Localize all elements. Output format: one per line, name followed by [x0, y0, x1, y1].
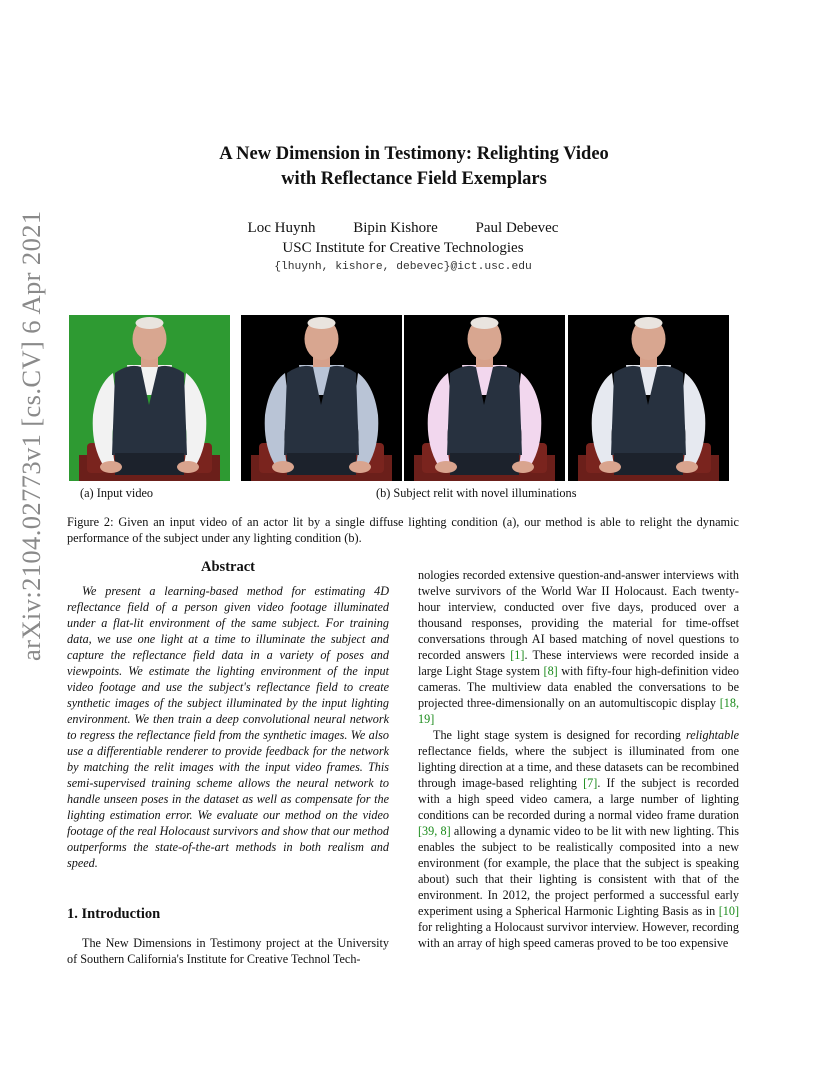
intro-paragraph-1-start	[67, 935, 389, 967]
abstract-heading: Abstract	[201, 559, 255, 575]
subcaption-a: (a) Input video	[80, 486, 154, 500]
figure-caption: Figure 2: Given an input video of an actor lit by a single diffuse lighting condition (a), our method is able to relight the dynamic performance of the subject under any lighting condition (b).	[67, 515, 739, 545]
author-2: Bipin Kishore	[353, 220, 438, 236]
author-emails: {lhuynh, kishore, debevec}@ict.usc.edu	[274, 261, 532, 273]
title-line-1: A New Dimension in Testimony: Relighting Video	[219, 144, 609, 164]
author-1: Loc Huynh	[247, 220, 316, 236]
figure-panel-relit-1	[241, 315, 402, 481]
intro-paragraph-1-cont: nologies recorded extensive question-and-answer interviews with twelve survivors of the World War II Holocaust. Each twenty-hour interview, conducted over five days, produced over a thousand responses, providing the material for time-offset conversations through AI based matching of novel questions to recorded answers [1]. These interviews were recorded inside a large Light Stage system [8] with fifty-four high-definition video cameras. The multiview data enabled the conversations to be projected three-dimensionally on an automultiscopic display [18, 19]	[418, 568, 740, 726]
institution: USC Institute for Creative Technologies	[282, 240, 524, 256]
arxiv-id: arXiv:2104.02773v1 [cs.CV] 6 Apr 2021	[16, 210, 46, 661]
portrait-illustration	[404, 315, 565, 481]
portrait-illustration	[568, 315, 729, 481]
right-column	[418, 567, 739, 951]
figure-panel-relit-2	[404, 315, 565, 481]
figure-panel-input	[69, 315, 230, 481]
portrait-illustration	[69, 315, 230, 481]
citation-link[interactable]: [1]	[510, 648, 525, 662]
figure-panel-relit-3	[568, 315, 729, 481]
author-list	[0, 218, 806, 238]
section-heading-introduction: 1. Introduction	[67, 906, 161, 922]
abstract-text: We present a learning-based method for estimating 4D reflectance field of a person given video footage illuminated under a flat-lit environment of the same subject. For training data, we use one light at a time to illuminate the subject and capture the reflectance field data in a variety of poses and viewpoints. We estimate the lighting environment of the input video footage and use the subject's reflectance field to create synthetic images of the subject illuminated by the input lighting environment. We then train a deep convolutional neural network to regress the reflectance field from the synthetic images. We also use a differentiable renderer to provide feedback for the network by matching the relit images with the input video frames. This semi-supervised training scheme allows the neural network to handle unseen poses in the dataset as well as compensate for the lighting estimation error. We evaluate our method on the video footage of the real Holocaust survivors and show that our method outperforms the state-of-the-art methods in both realism and speed.	[67, 584, 389, 870]
subcaption-b: (b) Subject relit with novel illuminations	[376, 486, 577, 500]
citation-link[interactable]: [10]	[718, 904, 740, 918]
intro-p1-text: The New Dimensions in Testimony project at the University of Southern California's Institute for Creative Technol Tech-	[67, 936, 389, 966]
title-line-2: with Reflectance Field Exemplars	[281, 169, 547, 189]
intro-paragraph-2: The light stage system is designed for recording relightable reflectance fields, where the subject is illuminated from one lighting direction at a time, and these datasets can be recombined through image-based relighting [7]. If the subject is recorded with a high speed video camera, a large number of lighting conditions can be recorded during a normal video frame duration [39, 8] allowing a dynamic video to be lit with new lighting. This enables the subject to be realistically composited into a new environment (for example, the place that the subject is speaking about) such that their lighting is consistent with that of the environment. In 2012, the project performed a successful early experiment using a Spherical Harmonic Lighting Basis as in [10] for relighting a Holocaust survivor interview. However, recording with an array of high speed cameras proved to be too expensive	[418, 728, 740, 950]
citation-link[interactable]: [39, 8]	[418, 824, 451, 838]
portrait-illustration	[241, 315, 402, 481]
paper-title	[0, 142, 828, 192]
citation-link[interactable]: [18, 19]	[418, 696, 740, 726]
citation-link[interactable]: [7]	[583, 776, 598, 790]
author-3: Paul Debevec	[475, 220, 559, 236]
citation-link[interactable]: [8]	[543, 664, 558, 678]
